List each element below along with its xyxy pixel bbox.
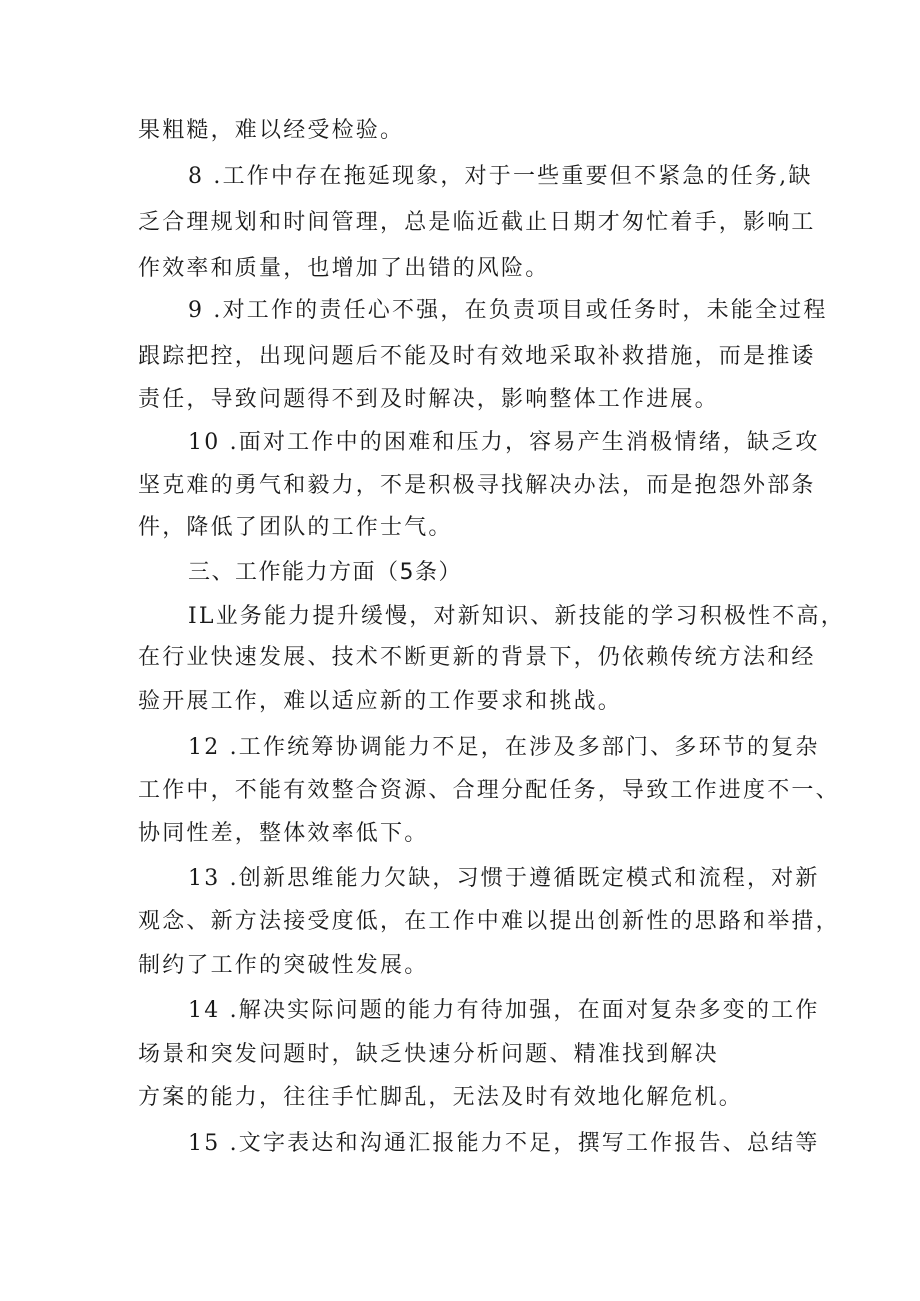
paragraph-line: 跟踪把控，出现问题后不能及时有效地采取补救措施，而是推诿 [138, 344, 816, 369]
paragraph-line: 工作中，不能有效整合资源、合理分配任务，导致工作进度不一、 [138, 778, 840, 803]
paragraph-line: 10 .面对工作中的困难和压力，容易产生消极情绪，缺乏攻 [188, 430, 820, 455]
paragraph-line: 15 .文字表达和沟通汇报能力不足，撰写工作报告、总结等 [188, 1131, 820, 1156]
paragraph-line: 验开展工作，难以适应新的工作要求和挑战。 [138, 689, 623, 714]
paragraph-line: IL业务能力提升缓慢，对新知识、新技能的学习积极性不高， [188, 604, 845, 629]
paragraph-line: 件，降低了团队的工作士气。 [138, 515, 453, 540]
paragraph-line: 14 .解决实际问题的能力有待加强，在面对复杂多变的工作 [188, 998, 820, 1023]
section-heading: 三、工作能力方面（5条） [188, 560, 462, 585]
paragraph-line: 乏合理规划和时间管理，总是临近截止日期才匆忙着手，影响工 [138, 210, 816, 235]
paragraph-line: 观念、新方法接受度低，在工作中难以提出创新性的思路和举措， [138, 909, 840, 934]
paragraph-line: 制约了工作的突破性发展。 [138, 953, 429, 978]
paragraph-line: 方案的能力，往往手忙脚乱，无法及时有效地化解危机。 [138, 1085, 744, 1110]
paragraph-line: 果粗糙，难以经受检验。 [138, 118, 405, 143]
paragraph-line: 场景和突发问题时，缺乏快速分析问题、精准找到解决 [138, 1042, 719, 1067]
paragraph-line: 协同性差，整体效率低下。 [138, 821, 429, 846]
paragraph-line: 9 .对工作的责任心不强，在负责项目或任务时，未能全过程 [188, 298, 828, 323]
paragraph-line: 在行业快速发展、技术不断更新的背景下，仍依赖传统方法和经 [138, 645, 816, 670]
paragraph-line: 坚克难的勇气和毅力，不是积极寻找解决办法，而是抱怨外部条 [138, 473, 816, 498]
paragraph-line: 责任，导致问题得不到及时解决，影响整体工作进展。 [138, 387, 719, 412]
paragraph-line: 作效率和质量，也增加了出错的风险。 [138, 256, 550, 281]
paragraph-line: 12 .工作统筹协调能力不足，在涉及多部门、多环节的复杂 [188, 735, 820, 760]
paragraph-line: 13 .创新思维能力欠缺，习惯于遵循既定模式和流程，对新 [188, 866, 820, 891]
paragraph-line: 8 .工作中存在拖延现象，对于一些重要但不紧急的任务,缺 [188, 164, 813, 189]
